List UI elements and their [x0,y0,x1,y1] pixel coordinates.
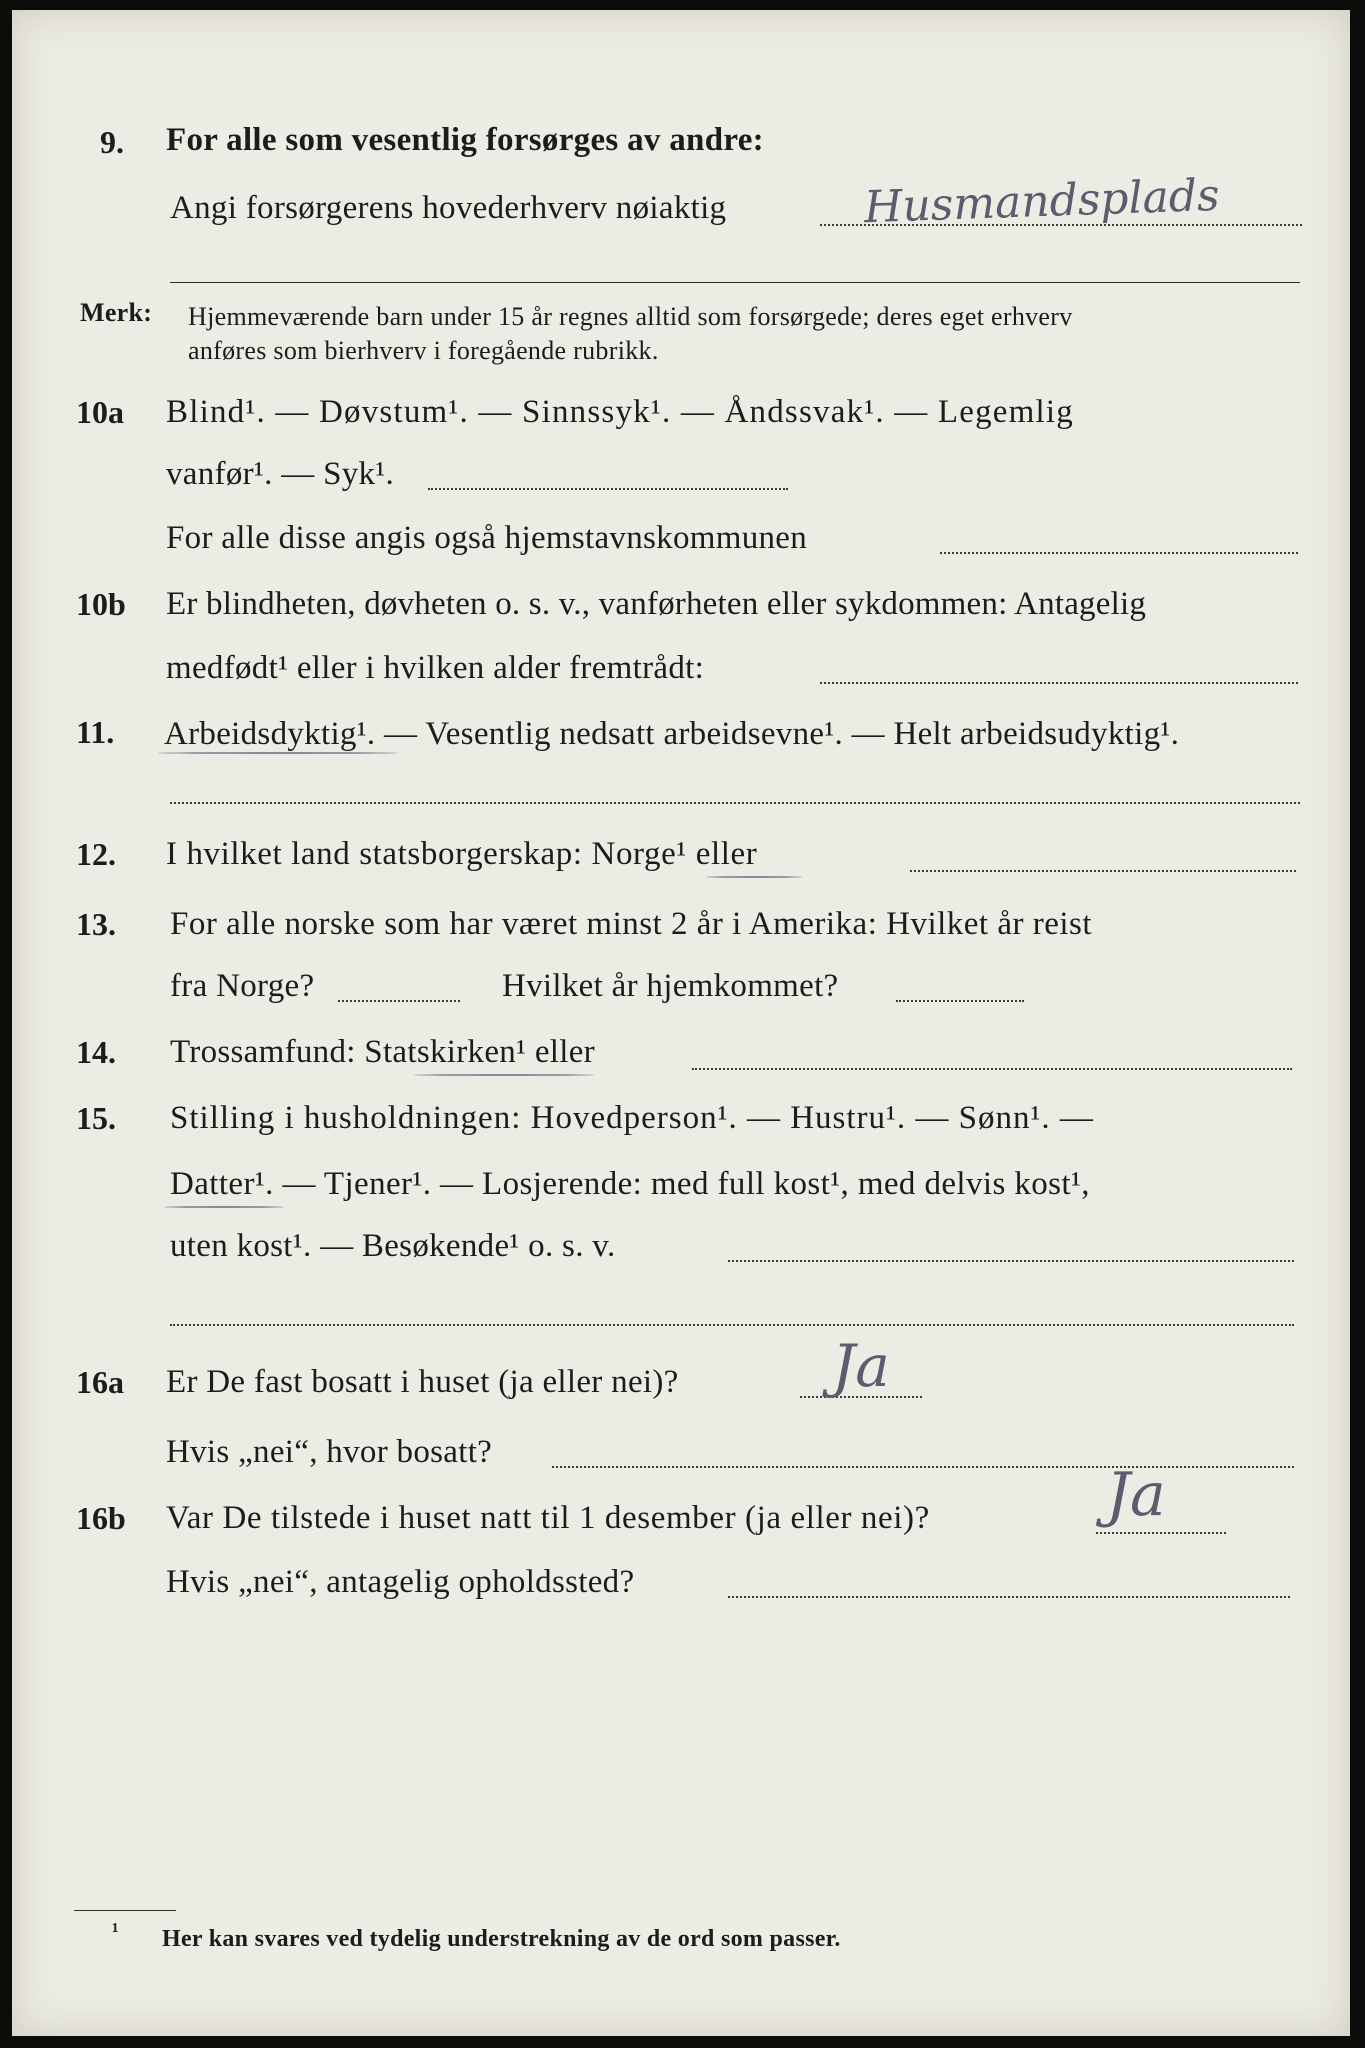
q13-line2b: Hvilket år hjemkommet? [502,968,839,1004]
q10b-line2: medfødt¹ eller i hvilken alder fremtrådt: [166,650,705,686]
q12-number: 12. [76,836,116,872]
q16a-line1: Er De fast bosatt i huset (ja eller nei)? [166,1364,679,1400]
footnote-text: Her kan svares ved tydelig understrekning av de ord som passer. [162,1926,841,1952]
q14-number: 14. [76,1034,116,1070]
q11-line1: Arbeidsdyktig¹. — Vesentlig nedsatt arbeidsevne¹. — Helt arbeidsudyktig¹. [164,716,1180,752]
q16b-opholdssted-line [728,1596,1290,1598]
q15-second-line [170,1324,1294,1326]
q16a-bosatt-line [552,1466,1294,1468]
q11-arbeidsdyktig-underline [158,752,398,754]
q15-line3: uten kost¹. — Besøkende¹ o. s. v. [170,1228,616,1264]
q10a-line2: vanfør¹. — Syk¹. [166,456,395,492]
q16b-answer-line [1096,1532,1226,1534]
q14-statskirken-underline [414,1074,594,1076]
q15-number: 15. [76,1100,116,1136]
q15-answer-line [728,1260,1294,1262]
q15-line1: Stilling i husholdningen: Hovedperson¹. — Hustru¹. — Sønn¹. — [170,1100,1094,1136]
q14-line1: Trossamfund: Statskirken¹ eller [170,1034,595,1070]
census-form-page [12,10,1350,2036]
q16b-line2: Hvis „nei“, antagelig opholdssted? [166,1564,635,1600]
q9-second-line [170,282,1300,283]
q12-line1: I hvilket land statsborgerskap: Norge¹ eller [166,836,758,872]
q16a-handwritten-answer[interactable]: Ja [832,1332,890,1400]
q10b-line1: Er blindheten, døvheten o. s. v., vanførheten eller sykdommen: Antagelig [166,586,1147,622]
q13-reist-line [338,1000,460,1002]
footnote-rule [74,1910,176,1911]
q12-norge-underline [706,876,802,878]
q10b-answer-line [820,682,1298,684]
q10a-line3: For alle disse angis også hjemstavnskommunen [166,520,808,556]
q11-number: 11. [76,714,115,750]
merk-label: Merk: [80,298,153,327]
q9-handwritten-answer[interactable]: Husmandsplads [863,169,1221,234]
q10a-syk-line [428,488,788,490]
q16a-number: 16a [76,1364,124,1400]
q15-datter-underline [164,1206,284,1208]
q13-hjemkommet-line [896,1000,1024,1002]
q14-answer-line [692,1068,1292,1070]
q13-line2a: fra Norge? [170,968,315,1004]
q16b-handwritten-answer[interactable]: Ja [1106,1460,1166,1530]
merk-line1: Hjemmeværende barn under 15 år regnes alltid som forsørgede; deres eget erhverv [188,302,1073,331]
q11-second-line [170,802,1300,804]
q10a-number: 10a [76,394,124,430]
q16b-number: 16b [76,1500,126,1536]
merk-line2: anføres som bierhverv i foregående rubrikk. [188,336,659,365]
q12-answer-line [910,870,1296,872]
q13-number: 13. [76,906,116,942]
footnote-mark: ¹ [112,1918,119,1943]
q16a-line2: Hvis „nei“, hvor bosatt? [166,1434,493,1470]
q9-line2: Angi forsørgerens hovederhverv nøiaktig [170,190,727,226]
q9-number: 9. [100,124,124,160]
q10a-line1: Blind¹. — Døvstum¹. — Sinnssyk¹. — Åndssvak¹. — Legemlig [166,394,1074,430]
q13-line1: For alle norske som har været minst 2 år i Amerika: Hvilket år reist [170,906,1093,942]
q9-line1: For alle som vesentlig forsørges av andre: [166,122,764,158]
q10a-kommune-line [940,552,1298,554]
q16b-line1: Var De tilstede i huset natt til 1 desember (ja eller nei)? [166,1500,930,1536]
q15-line2: Datter¹. — Tjener¹. — Losjerende: med full kost¹, med delvis kost¹, [170,1166,1090,1202]
q10b-number: 10b [76,586,126,622]
